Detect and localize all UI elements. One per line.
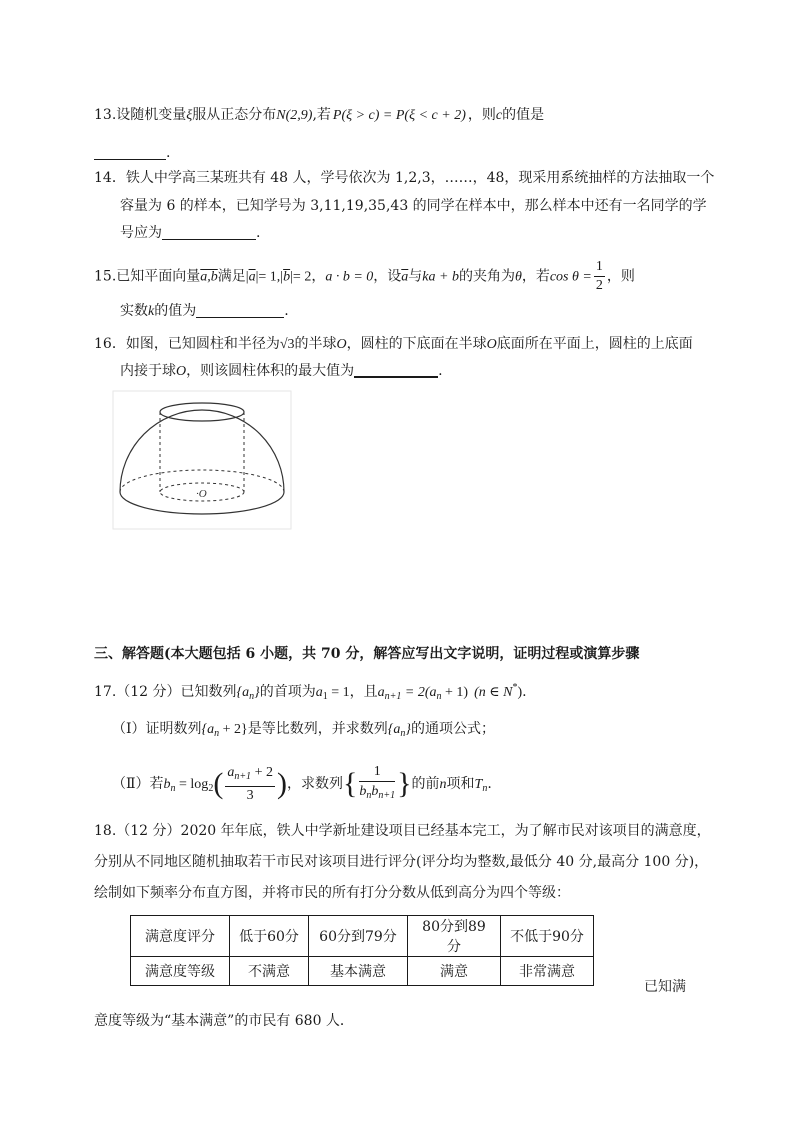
- table-cell: 60分到79分: [309, 916, 408, 957]
- table-cell: 80分到89分: [408, 916, 501, 957]
- q18-line-5: 意度等级为“基本满意”的市民有 680 人．: [94, 1013, 354, 1029]
- table-cell: 不满意: [230, 957, 309, 986]
- q18-line-2: 分别从不同地区随机抽取若干市民对该项目进行评分(评分均为整数,最低分 40 分,最高分 100 分)，: [94, 854, 709, 870]
- q14-number: 14．: [94, 170, 126, 186]
- q18-line-4: 已知满: [644, 979, 686, 995]
- table-cell: 非常满意: [501, 957, 594, 986]
- section3-title: 三、解答题(本大题包括 6 小题，共 70 分，解答应写出文字说明，证明过程或演算步骤: [94, 646, 640, 662]
- q15-line-2: 实数k的值为 .: [120, 303, 289, 319]
- q13-number: 13.: [94, 107, 117, 123]
- q18-line-1: 18.（12 分）2020 年年底，铁人中学新址建设项目已经基本完工，为了解市民对该项目的满意度，: [94, 823, 711, 839]
- q15-fraction: $\frac{1}{2}$: [595, 259, 603, 293]
- q16-line-1: 16．如图，已知圆柱和半径为√3的半球O，圆柱的下底面在半球O底面所在平面上，圆柱的上底面: [94, 336, 693, 352]
- table-cell: 满意度评分: [131, 916, 230, 957]
- q17-number: 17.: [94, 684, 117, 700]
- q17-line-1: 17.（12 分）已知数列$\{a_n\}$的首项为$a_1 = 1$，且$a_{n+1} = 2(a_n + 1)$ (n ∈ N*).: [94, 682, 527, 702]
- q15-number: 15.: [94, 268, 117, 285]
- table-cell: 满意: [408, 957, 501, 986]
- q16-answer-blank: [354, 360, 438, 378]
- q16-number: 16．: [94, 336, 126, 352]
- table-cell: 满意度等级: [131, 957, 230, 986]
- q14-line-1: 14．铁人中学高三某班共有 48 人，学号依次为 1,2,3，……，48，现采用系统抽样的方法抽取一个: [94, 170, 715, 186]
- q14-line-2: 容量为 6 的样本，已知学号为 3,11,19,35,43 的同学在样本中，那么样本中还有一名同学的学: [120, 198, 707, 214]
- figure-frame: [113, 391, 291, 529]
- q17-part-2: （Ⅱ）若$b_n = \log_2$( $\frac{a_{n+1} + 2}{3}$ )，求数列{ $\frac{1}{b_nb_{n+1}}$ }的前n项和$T_n$.: [112, 764, 492, 803]
- q17-sum-fraction: $\frac{1}{b_nb_{n+1}}$: [359, 764, 396, 801]
- q15-answer-blank: [196, 301, 284, 318]
- q18-number: 18.: [94, 823, 117, 839]
- q13-answer-line: .: [94, 142, 170, 164]
- satisfaction-table: [130, 915, 594, 986]
- q18-line-3: 绘制如下频率分布直方图，并将市民的所有打分分数从低到高分为四个等级：: [94, 885, 570, 901]
- table-cell: 不低于90分: [501, 916, 594, 957]
- table-row: [131, 957, 594, 986]
- q14-line-3: 号应为 .: [120, 225, 261, 241]
- center-o-label: ·O: [196, 488, 207, 500]
- q13-line: 13.设随机变量ξ服从正态分布N(2,9),若 P(ξ > c) = P(ξ < c + 2) ，则c的值是: [94, 107, 545, 123]
- hemisphere-cylinder-figure: [112, 390, 292, 530]
- q15-line-1: 15.已知平面向量a,b满足$|\overline{a}|= 1,|\overline{b}|= 2$，a · b = 0，设$\overline{a}$与ka + b的夹角为θ，若cos θ = $\frac{1}{2}$ ，则: [94, 259, 635, 293]
- q16-line-2: 内接于球O，则该圆柱体积的最大值为 .: [120, 360, 443, 383]
- hemisphere-outline: [120, 410, 284, 492]
- table-cell: 低于60分: [230, 916, 309, 957]
- q17-log-fraction: $\frac{a_{n+1} + 2}{3}$: [227, 765, 273, 803]
- q13-answer-blank: [94, 143, 166, 160]
- table-row: [131, 916, 594, 957]
- q17-part-1: （Ⅰ）证明数列$\{a_n + 2\}$是等比数列，并求数列$\{a_n\}$的通项公式；: [112, 721, 495, 739]
- q13-probability-expression: P(ξ > c) = P(ξ < c + 2): [332, 108, 466, 123]
- q14-answer-blank: [162, 223, 256, 240]
- table-cell: 基本满意: [309, 957, 408, 986]
- cylinder-top: [160, 403, 244, 421]
